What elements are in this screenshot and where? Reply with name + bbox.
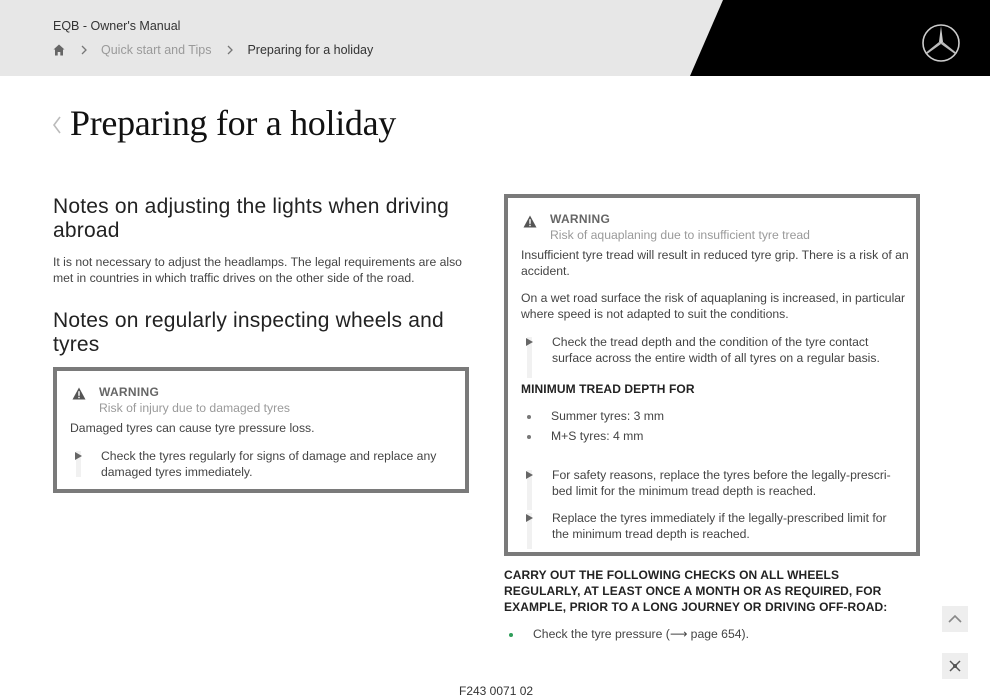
section-text-lights: It is not necessary to adjust the headlamps. The legal requirements are also met in countries in which traffic drives on the other side of the road. (53, 255, 462, 285)
list-item-summer-tyres: Summer tyres: 3 mm (551, 409, 665, 423)
warning-box-aquaplaning (504, 194, 920, 556)
step-replace-before-limit: For safety reasons, replace the tyres before the legally-prescri-bed limit for the minimum tread depth is reached. (552, 468, 891, 498)
warning-text-wet-road: On a wet road surface the risk of aquaplaning is increased, in particular where speed is not adapted to suit the conditions. (521, 291, 906, 321)
breadcrumb (53, 41, 373, 59)
step-check-tread: Check the tread depth and the condition of the tyre contact surface across the entire width of all tyres on a regular basis. (552, 335, 880, 365)
breadcrumb-link-quick-start[interactable]: Quick start and Tips (101, 43, 212, 57)
min-tread-heading: MINIMUM TREAD DEPTH FOR (521, 382, 695, 396)
page-title: Preparing for a holiday (70, 103, 396, 143)
warning-subtitle: Risk of aquaplaning due to insufficient tyre tread (550, 228, 810, 242)
step-arrow-icon (75, 452, 82, 460)
step-arrow-icon (526, 471, 533, 479)
warning-step: Check the tyres regularly for signs of damage and replace any damaged tyres immediately. (101, 449, 437, 479)
chevron-right-icon (225, 45, 235, 55)
step-arrow-icon (526, 338, 533, 346)
step-replace-at-limit: Replace the tyres immediately if the legally-prescribed limit for the minimum tread depth is reached. (552, 511, 887, 541)
bullet-dot (509, 633, 513, 637)
warning-triangle-icon (72, 387, 86, 400)
warning-text-grip: Insufficient tyre tread will result in reduced tyre grip. There is a risk of an accident. (521, 248, 909, 278)
warning-text: Damaged tyres can cause tyre pressure loss. (70, 421, 315, 435)
step-arrow-icon (526, 514, 533, 522)
chevron-left-icon[interactable] (51, 115, 63, 135)
bullet-dot (527, 435, 531, 439)
warning-subtitle: Risk of injury due to damaged tyres (99, 401, 291, 415)
mercedes-star-icon[interactable] (921, 23, 961, 63)
section-heading-wheels: Notes on regularly inspecting wheels and tyres (53, 309, 444, 356)
warning-box-damaged-tyres (53, 367, 469, 493)
warning-label: WARNING (550, 212, 611, 226)
warning-triangle-icon (523, 215, 537, 228)
home-icon[interactable] (53, 44, 65, 56)
header-bar (0, 0, 990, 76)
list-item-check-pressure[interactable]: Check the tyre pressure (⟶ page 654). (533, 627, 749, 641)
bullet-dot (527, 415, 531, 419)
warning-label: WARNING (99, 385, 160, 399)
wrench-icon (947, 658, 963, 674)
chevron-up-icon (948, 614, 962, 624)
section-heading-lights: Notes on adjusting the lights when driving abroad (53, 195, 449, 242)
tools-button[interactable] (942, 653, 968, 679)
chevron-right-icon (79, 45, 89, 55)
breadcrumb-current: Preparing for a holiday (247, 43, 374, 57)
checks-heading: CARRY OUT THE FOLLOWING CHECKS ON ALL WHEELS REGULARLY, AT LEAST ONCE A MONTH OR AS REQUIRED, FOR EXAMPLE, PRIOR TO A LONG JOURNEY OR DRIVING OFF-ROAD: (504, 568, 888, 614)
list-item-ms-tyres: M+S tyres: 4 mm (551, 429, 644, 443)
manual-title: EQB - Owner's Manual (53, 19, 181, 33)
figure-code: F243 0071 02 (459, 684, 534, 698)
scroll-to-top-button[interactable] (942, 606, 968, 632)
